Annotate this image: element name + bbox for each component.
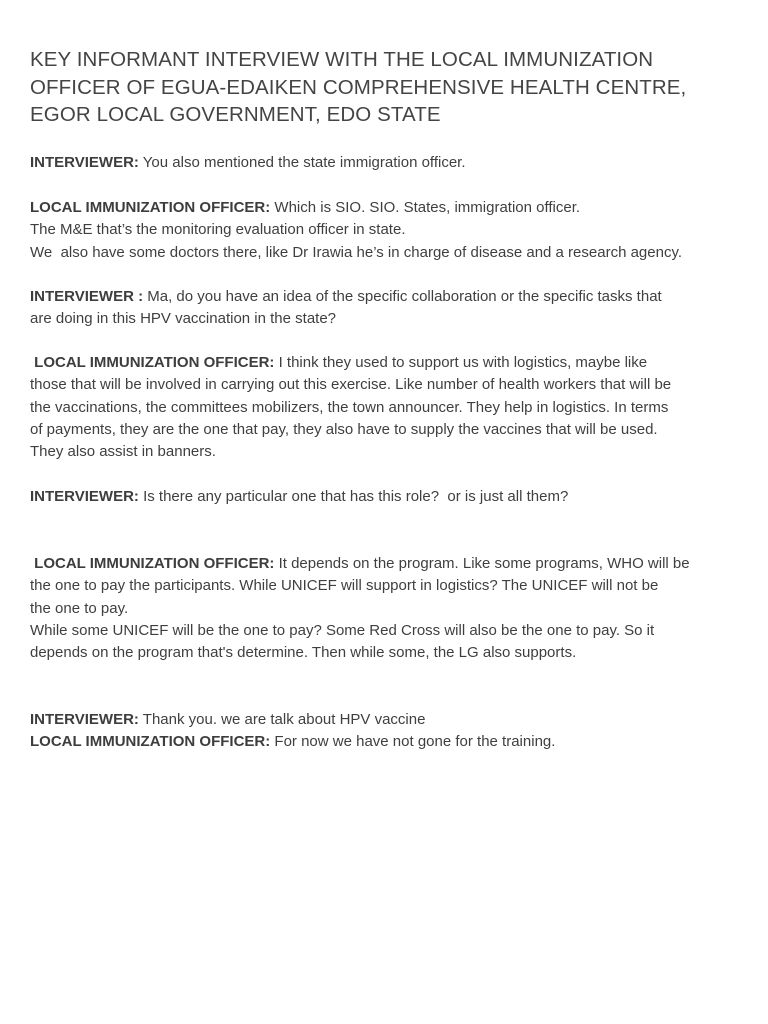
- transcript-block-officer: [30, 553, 742, 664]
- speaker-label: INTERVIEWER:: [30, 711, 139, 728]
- transcript-text: depends on the program that's determine. Then while some, the LG also supports.: [30, 644, 577, 662]
- transcript-block-officer: [30, 352, 742, 463]
- speaker-label: LOCAL IMMUNIZATION OFFICER:: [30, 199, 271, 216]
- transcript-text: You also mentioned the state immigration officer.: [138, 154, 466, 171]
- transcript-text: They also assist in banners.: [30, 443, 216, 461]
- transcript-text: The M&E that’s the monitoring evaluation officer in state.: [30, 221, 406, 239]
- speaker-label: INTERVIEWER :: [30, 288, 144, 305]
- document-title: [30, 46, 742, 129]
- transcript-block-interviewer: [30, 486, 742, 508]
- transcript-block-closing: [30, 709, 742, 754]
- speaker-label: LOCAL IMMUNIZATION OFFICER:: [30, 354, 275, 371]
- speaker-label: LOCAL IMMUNIZATION OFFICER:: [30, 733, 271, 751]
- speaker-label: LOCAL IMMUNIZATION OFFICER:: [30, 555, 275, 572]
- transcript-text: I think they used to support us with logistics, maybe like: [274, 354, 648, 371]
- transcript-block-officer: [30, 197, 742, 264]
- transcript-text: It depends on the program. Like some programs, WHO will be: [274, 555, 690, 572]
- transcript-text: the one to pay.: [30, 599, 129, 617]
- transcript-block-interviewer: [30, 152, 742, 174]
- transcript-text: While some UNICEF will be the one to pay? Some Red Cross will also be the one to pay. So it: [30, 621, 655, 639]
- title-line: KEY INFORMANT INTERVIEW WITH THE LOCAL IMMUNIZATION: [30, 48, 654, 71]
- transcript-text: Thank you. we are talk about HPV vaccine: [138, 711, 426, 728]
- transcript-text: of payments, they are the one that pay, they also have to supply the vaccines that will be used.: [30, 420, 658, 438]
- transcript-text: Which is SIO. SIO. States, immigration officer.: [270, 199, 581, 216]
- speaker-label: INTERVIEWER:: [30, 488, 139, 505]
- title-line: OFFICER OF EGUA-EDAIKEN COMPREHENSIVE HEALTH CENTRE,: [30, 75, 687, 99]
- transcript-text: For now we have not gone for the training.: [270, 733, 556, 751]
- transcript-block-interviewer: [30, 286, 742, 331]
- transcript-text: Is there any particular one that has this role? or is just all them?: [138, 488, 569, 505]
- title-line: EGOR LOCAL GOVERNMENT, EDO STATE: [30, 103, 441, 126]
- transcript-text: are doing in this HPV vaccination in the state?: [30, 310, 337, 328]
- transcript-text: We also have some doctors there, like Dr Irawia he’s in charge of disease and a research agency.: [30, 243, 683, 261]
- transcript-text: Ma, do you have an idea of the specific collaboration or the specific tasks that: [143, 288, 662, 305]
- transcript-text: those that will be involved in carrying out this exercise. Like number of health workers that will be: [30, 376, 672, 394]
- transcript-text: the one to pay the participants. While UNICEF will support in logistics? The UNICEF will not be: [30, 577, 659, 595]
- transcript-text: the vaccinations, the committees mobilizers, the town announcer. They help in logistics. In terms: [30, 398, 669, 416]
- speaker-label: INTERVIEWER:: [30, 154, 139, 171]
